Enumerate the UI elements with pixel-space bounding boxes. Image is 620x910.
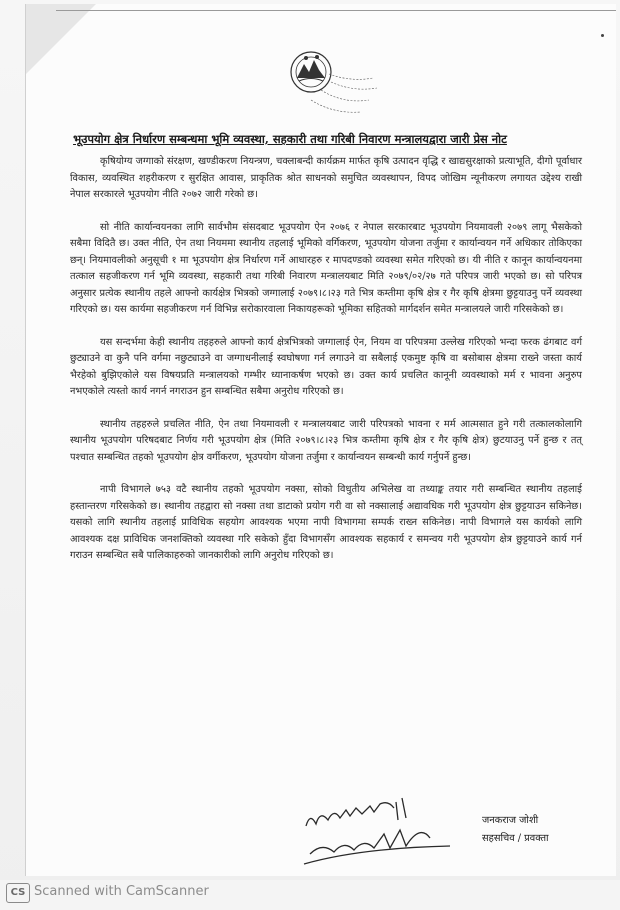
government-seal-icon: [273, 48, 383, 120]
paragraph-1: कृषियोग्य जग्गाको संरक्षण, खण्डीकरण नियन्त्रण, चक्लाबन्दी कार्यक्रम मार्फत कृषि उत्पादन वृद्धि र खाद्यसुरक्षाको प्रत्याभूति, दीगो पूर्वाधार विकास, व्यवस्थित शहरीकरण र सुरक्षित आवास, प्राकृतिक श्रोत साधनको समुचित व्यवस्थापन, विपद जोखिम न्यूनीकरण लगायत उद्देश्य राखी नेपाल सरकारले भूउपयोग नीति २०७२ जारी गरेको छ।: [70, 156, 582, 200]
page-corner-shadow: [26, 4, 96, 74]
paragraph-5: नापी विभागले ७५३ वटै स्थानीय तहको भूउपयोग नक्सा, सोको विधुतीय अभिलेख वा तथ्याङ्क तयार गरी सम्बन्धित स्थानीय तहलाई हस्तान्तरण गरिसकेको छ। स्थानीय तहद्वारा सो नक्सा तथा डाटाको प्रयोग गरी वा सो नक्सालाई अद्यावधिक गरी भूउपयोग क्षेत्र छुट्टयाउन सकिनेछ। यसको लागि स्थानीय तहलाई प्राविधिक सहयोग आवश्यक भएमा नापी विभागमा सम्पर्क राख्न सकिनेछ। नापी विभागले यस कार्यको लागि आवश्यक दक्ष प्राविधिक जनशक्तिको व्यवस्था गरि सकेको हुँदा विभागसँग आवश्यक सहकार्य र समन्वय गरी भूउपयोग क्षेत्र छुट्टयाउने कार्य गर्न गराउन सम्बन्धित सबै पालिकाहरुको जानकारीको लागि अनुरोध गरिएको छ।: [70, 484, 582, 561]
document-page: [26, 4, 616, 876]
page-top-rule: [56, 10, 616, 11]
signer-block: [482, 812, 549, 848]
press-note-title: भूउपयोग क्षेत्र निर्धारण सम्बन्धमा भूमि व्यवस्था, सहकारी तथा गरिबी निवारण मन्त्रालयद्वारा जारी प्रेस नोट: [73, 132, 507, 146]
paragraph-3: यस सन्दर्भमा केही स्थानीय तहहरुले आफ्नो कार्य क्षेत्रभित्रको जग्गालाई ऐन, नियम वा परिपत्रमा उल्लेख गरिएको भन्दा फरक ढंगबाट वर्ग छुट्याउने वा कुनै पनि वर्गमा नछुट्याउने वा जग्गाधनीलाई स्वघोषणा गर्न लगाउने वा सबैलाई एकमुष्ट कृषि वा बसोबास क्षेत्रमा राख्ने जस्ता कार्य भैरहेको बुझिएकोले यस विषयप्रति मन्त्रालयको गम्भीर ध्यानाकर्षण भएको छ। उक्त कार्य प्रचलित कानूनी व्यवस्थाको मर्म र भावना अनुरुप नभएकोले त्यस्तो कार्य नगर्न नगराउन हुन सम्बन्धित सबैमा अनुरोध गरिएको छ।: [70, 336, 582, 397]
signer-name: जनकराज जोशी: [482, 815, 539, 826]
paragraph-2: सो नीति कार्यान्वयनका लागि सार्वभौम संसदबाट भूउपयोग ऐन २०७६ र नेपाल सरकारबाट भूउपयोग नियमावली २०७९ लागू भैसकेको सबैमा विदितै छ। उक्त नीति, ऐन तथा नियममा स्थानीय तहलाई भूमिको वर्गिकरण, भूउपयोग योजना तर्जुमा र कार्यान्वयन गर्ने अधिकार तोकिएका छन्। नियमावलीको अनुसूची १ मा भूउपयोग क्षेत्र निर्धारण गर्ने आधारहरु र मापदण्डको व्यवस्था समेत गरिएको छ। यी नीति र कानून कार्यान्वयनमा तत्काल सहजीकरण गर्न भूमि व्यवस्था, सहकारी तथा गरिबी निवारण मन्त्रालयबाट मिति २०७९/०२/२७ गते परिपत्र जारी भएको छ। सो परिपत्र अनुसार प्रत्येक स्थानीय तहले आफ्नो कार्यक्षेत्र भित्रको जग्गालाई २०७९।८।२३ गते भित्र कम्तीमा कृषि क्षेत्र र गैर कृषि क्षेत्रमा छुट्टयाउनु पर्ने व्यवस्था गरिएको छ। यस कार्यमा सहजीकरण गर्न विभिन्न सरोकारवाला निकायहरूको भूमिका सहितको मार्गदर्शन समेत मन्त्रालयले जारी गरिसकेको छ।: [70, 221, 582, 315]
signer-title: सहसचिव / प्रवक्ता: [482, 833, 549, 844]
press-note-body: [70, 154, 582, 581]
page-dot-mark: [601, 34, 604, 37]
handwritten-signature-icon: [300, 790, 480, 875]
camscanner-text: Scanned with CamScanner: [34, 884, 209, 899]
camscanner-logo: CS: [6, 883, 30, 903]
paragraph-4: स्थानीय तहहरुले प्रचलित नीति, ऐन तथा नियमावली र मन्त्रालयबाट जारी परिपत्रको भावना र मर्म आत्मसात हुने गरी तत्कालकोलागि स्थानीय भूउपयोग परिषदबाट निर्णय गरी भूउपयोग क्षेत्र (मिति २०७९।८।२३ भित्र कम्तीमा कृषि क्षेत्र र गैर कृषि क्षेत्र) छुटयाउनु पर्ने हुन्छ र तत् पश्चात सम्बन्धित तहको भूउपयोग क्षेत्र वर्गीकरण, भूउपयोग योजना तर्जुमा र कार्यान्वयन सम्बन्धी कार्य गर्नुपर्ने हुन्छ।: [70, 418, 582, 463]
